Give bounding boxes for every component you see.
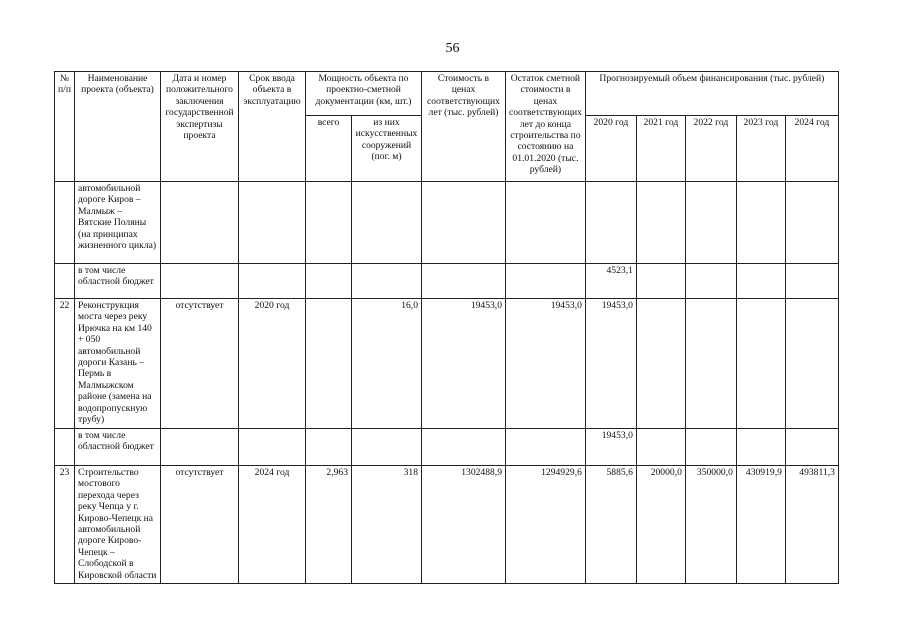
cell-structures (352, 429, 422, 466)
cell-2020: 5885,6 (585, 466, 636, 584)
cell-cost: 19453,0 (422, 299, 506, 429)
cell-expertise (161, 429, 239, 466)
cell-name: автомобильной дороге Киров – Малмыж – Вятские Поляны (на принципах жизненного цикла) (75, 182, 161, 264)
header-expertise: Дата и номер положительного заключения государственной экспертизы проекта (161, 72, 239, 182)
header-remainder: Остаток сметной стоимости в ценах соответствующих лет до конца строительства по состоянию на 01.01.2020 (тыс. рублей) (506, 72, 586, 182)
cell-remainder (506, 264, 586, 299)
cell-remainder (506, 429, 586, 466)
cell-2024: 493811,3 (785, 466, 838, 584)
header-name: Наименование проекта (объекта) (75, 72, 161, 182)
cell-remainder: 19453,0 (506, 299, 586, 429)
cell-commission: 2020 год (239, 299, 306, 429)
header-year-2022: 2022 год (685, 116, 736, 182)
cell-2021: 20000,0 (636, 466, 685, 584)
cell-total (306, 429, 352, 466)
cell-num (55, 264, 75, 299)
header-num: № п/п (55, 72, 75, 182)
cell-2020: 19453,0 (585, 429, 636, 466)
cell-total (306, 299, 352, 429)
cell-2022 (685, 429, 736, 466)
cell-2022: 350000,0 (685, 466, 736, 584)
cell-2020: 4523,1 (585, 264, 636, 299)
cell-2021 (636, 264, 685, 299)
cell-cost: 1302488,9 (422, 466, 506, 584)
cell-2021 (636, 299, 685, 429)
cell-2022 (685, 264, 736, 299)
cell-2023 (736, 264, 785, 299)
header-financing: Прогнозируемый объем финансирования (тыс. рублей) (585, 72, 838, 116)
cell-total (306, 182, 352, 264)
table-row (55, 264, 839, 299)
table-row (55, 182, 839, 264)
cell-2023 (736, 299, 785, 429)
header-year-2021: 2021 год (636, 116, 685, 182)
page-number: 56 (445, 41, 460, 56)
cell-name: в том числе областной бюджет (75, 264, 161, 299)
cell-remainder (506, 182, 586, 264)
cell-2022 (685, 182, 736, 264)
cell-2024 (785, 299, 838, 429)
cell-name: Реконструкция моста через реку Ирючка на км 140 + 050 автомобильной дороги Казань – Пермь в Малмыжском районе (замена на водопропускную трубу) (75, 299, 161, 429)
cell-2023: 430919,9 (736, 466, 785, 584)
cell-2021 (636, 182, 685, 264)
header-commission: Срок ввода объекта в эксплуатацию (239, 72, 306, 182)
header-year-2023: 2023 год (736, 116, 785, 182)
cell-2024 (785, 264, 838, 299)
cell-total: 2,963 (306, 466, 352, 584)
cell-2020 (585, 182, 636, 264)
header-year-2024: 2024 год (785, 116, 838, 182)
cell-num (55, 182, 75, 264)
table-row (55, 429, 839, 466)
table-row (55, 299, 839, 429)
cell-2023 (736, 429, 785, 466)
cell-expertise: отсутствует (161, 299, 239, 429)
cell-remainder: 1294929,6 (506, 466, 586, 584)
header-year-2020: 2020 год (585, 116, 636, 182)
table-row (55, 466, 839, 584)
cell-num: 22 (55, 299, 75, 429)
cell-structures (352, 182, 422, 264)
financing-table (54, 71, 839, 584)
cell-2022 (685, 299, 736, 429)
cell-2020: 19453,0 (585, 299, 636, 429)
cell-2021 (636, 429, 685, 466)
cell-commission: 2024 год (239, 466, 306, 584)
cell-commission (239, 264, 306, 299)
cell-2024 (785, 429, 838, 466)
cell-name: в том числе областной бюджет (75, 429, 161, 466)
cell-num (55, 429, 75, 466)
cell-structures: 16,0 (352, 299, 422, 429)
cell-2023 (736, 182, 785, 264)
cell-structures: 318 (352, 466, 422, 584)
cell-expertise (161, 182, 239, 264)
cell-name: Строительство мостового перехода через реку Чепца у г. Кирово-Чепецк на автомобильной дороге Кирово-Чепецк – Слободской в Кировской области (75, 466, 161, 584)
cell-num: 23 (55, 466, 75, 584)
header-capacity-structures: из них искусственных сооружений (пог. м) (352, 116, 422, 182)
cell-commission (239, 182, 306, 264)
cell-structures (352, 264, 422, 299)
header-capacity-total: всего (306, 116, 352, 182)
cell-cost (422, 182, 506, 264)
header-capacity: Мощность объекта по проектно-сметной документации (км, шт.) (306, 72, 422, 116)
cell-expertise: отсутствует (161, 466, 239, 584)
cell-total (306, 264, 352, 299)
cell-2024 (785, 182, 838, 264)
cell-expertise (161, 264, 239, 299)
cell-commission (239, 429, 306, 466)
header-cost: Стоимость в ценах соответствующих лет (тыс. рублей) (422, 72, 506, 182)
cell-cost (422, 429, 506, 466)
cell-cost (422, 264, 506, 299)
